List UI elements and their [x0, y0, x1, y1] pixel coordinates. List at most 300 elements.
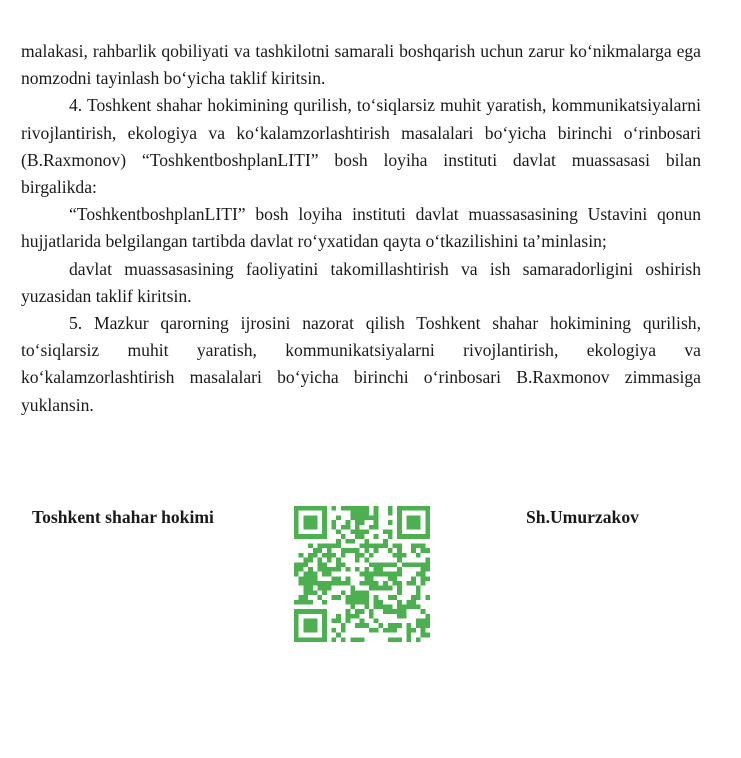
- qr-module: [322, 614, 327, 619]
- qr-module: [341, 562, 346, 567]
- qr-module: [303, 506, 308, 511]
- qr-module: [407, 562, 412, 567]
- qr-module: [303, 619, 308, 624]
- qr-module: [332, 544, 337, 549]
- qr-module: [303, 628, 308, 633]
- qr-module: [397, 544, 402, 549]
- qr-module: [388, 586, 393, 591]
- qr-module: [407, 515, 412, 520]
- qr-module: [346, 600, 351, 605]
- qr-module: [369, 581, 374, 586]
- qr-module: [355, 614, 360, 619]
- qr-module: [369, 515, 374, 520]
- qr-module: [355, 525, 360, 530]
- qr-module: [397, 558, 402, 563]
- qr-module: [388, 534, 393, 539]
- qr-module: [327, 548, 332, 553]
- qr-module: [416, 595, 421, 600]
- qr-module: [294, 614, 299, 619]
- qr-module: [308, 586, 313, 591]
- qr-module: [303, 515, 308, 520]
- qr-module: [308, 567, 313, 572]
- qr-module: [364, 548, 369, 553]
- qr-module: [383, 604, 388, 609]
- qr-module: [294, 633, 299, 638]
- qr-module: [374, 604, 379, 609]
- qr-module: [364, 576, 369, 581]
- qr-module: [341, 581, 346, 586]
- qr-module: [313, 525, 318, 530]
- qr-module: [294, 562, 299, 567]
- qr-module: [346, 581, 351, 586]
- qr-module: [303, 581, 308, 586]
- qr-module: [313, 581, 318, 586]
- qr-module: [294, 600, 299, 605]
- qr-module: [350, 595, 355, 600]
- qr-module: [388, 506, 393, 511]
- qr-module: [299, 595, 304, 600]
- qr-module: [421, 544, 426, 549]
- qr-module: [350, 529, 355, 534]
- qr-module: [374, 562, 379, 567]
- qr-module: [313, 619, 318, 624]
- qr-module: [350, 515, 355, 520]
- qr-module: [402, 506, 407, 511]
- qr-module: [294, 572, 299, 577]
- qr-module: [392, 544, 397, 549]
- qr-module: [341, 590, 346, 595]
- qr-module: [425, 623, 430, 628]
- qr-module: [383, 562, 388, 567]
- qr-module: [355, 506, 360, 511]
- qr-module: [308, 619, 313, 624]
- qr-module: [374, 548, 379, 553]
- qr-module: [332, 553, 337, 558]
- qr-module: [425, 576, 430, 581]
- qr-code-icon: [294, 506, 430, 642]
- qr-module: [374, 567, 379, 572]
- qr-module: [402, 562, 407, 567]
- qr-module: [350, 590, 355, 595]
- qr-module: [294, 534, 299, 539]
- qr-module: [336, 558, 341, 563]
- qr-module: [360, 600, 365, 605]
- qr-module: [355, 515, 360, 520]
- qr-module: [303, 586, 308, 591]
- qr-module: [407, 637, 412, 642]
- qr-module: [322, 529, 327, 534]
- qr-module: [336, 567, 341, 572]
- qr-module: [374, 586, 379, 591]
- qr-module: [416, 619, 421, 624]
- qr-module: [355, 553, 360, 558]
- qr-module: [364, 515, 369, 520]
- qr-module: [322, 567, 327, 572]
- qr-module: [299, 534, 304, 539]
- qr-module: [355, 590, 360, 595]
- qr-module: [388, 520, 393, 525]
- qr-module: [360, 553, 365, 558]
- qr-module: [313, 548, 318, 553]
- qr-module: [421, 581, 426, 586]
- qr-module: [299, 637, 304, 642]
- qr-module: [299, 553, 304, 558]
- qr-module: [322, 511, 327, 516]
- qr-module: [421, 576, 426, 581]
- qr-module: [308, 515, 313, 520]
- qr-module: [360, 534, 365, 539]
- qr-module: [374, 506, 379, 511]
- qr-module: [364, 604, 369, 609]
- qr-module: [355, 600, 360, 605]
- qr-module: [332, 628, 337, 633]
- qr-module: [397, 520, 402, 525]
- qr-module: [416, 562, 421, 567]
- qr-module: [374, 628, 379, 633]
- qr-module: [411, 576, 416, 581]
- qr-module: [350, 604, 355, 609]
- qr-module: [392, 609, 397, 614]
- qr-module: [364, 600, 369, 605]
- qr-module: [369, 525, 374, 530]
- qr-module: [360, 515, 365, 520]
- qr-module: [407, 623, 412, 628]
- qr-module: [407, 506, 412, 511]
- qr-module: [299, 567, 304, 572]
- qr-module: [317, 586, 322, 591]
- qr-module: [322, 534, 327, 539]
- qr-module: [416, 506, 421, 511]
- qr-module: [425, 529, 430, 534]
- qr-module: [350, 637, 355, 642]
- paragraph-item-5: 5. Mazkur qarorning ijrosini nazorat qilish Toshkent shahar hokimining qurilish, to‘siqlarsiz muhit yaratish, kommunikatsiyalarni rivojlantirish, ekologiya va ko‘kalamzorlashtirish masalalari bo‘yicha birinchi o‘rinbosari B.Raxmonov zimmasiga yuklansin.: [21, 313, 701, 415]
- qr-module: [378, 604, 383, 609]
- qr-module: [336, 562, 341, 567]
- qr-module: [397, 525, 402, 530]
- qr-module: [425, 567, 430, 572]
- qr-module: [407, 633, 412, 638]
- qr-module: [346, 539, 351, 544]
- qr-module: [392, 623, 397, 628]
- qr-module: [313, 520, 318, 525]
- qr-module: [322, 600, 327, 605]
- qr-module: [369, 614, 374, 619]
- qr-module: [411, 600, 416, 605]
- qr-module: [397, 604, 402, 609]
- qr-module: [388, 576, 393, 581]
- qr-module: [294, 529, 299, 534]
- qr-module: [416, 604, 421, 609]
- qr-module: [425, 511, 430, 516]
- qr-module: [383, 529, 388, 534]
- qr-module: [374, 619, 379, 624]
- qr-module: [360, 511, 365, 516]
- qr-module: [378, 562, 383, 567]
- qr-module: [341, 553, 346, 558]
- qr-module: [317, 558, 322, 563]
- qr-module: [374, 534, 379, 539]
- qr-module: [425, 534, 430, 539]
- qr-module: [397, 590, 402, 595]
- qr-module: [313, 553, 318, 558]
- qr-module: [364, 623, 369, 628]
- qr-module: [397, 511, 402, 516]
- qr-module: [355, 595, 360, 600]
- qr-module: [308, 576, 313, 581]
- qr-module: [303, 525, 308, 530]
- qr-module: [416, 520, 421, 525]
- qr-module: [360, 506, 365, 511]
- qr-module: [402, 553, 407, 558]
- qr-module: [303, 572, 308, 577]
- qr-module: [425, 525, 430, 530]
- qr-module: [397, 548, 402, 553]
- qr-module: [322, 544, 327, 549]
- qr-module: [383, 628, 388, 633]
- qr-module: [350, 548, 355, 553]
- qr-module: [355, 609, 360, 614]
- qr-module: [388, 623, 393, 628]
- qr-module: [425, 619, 430, 624]
- qr-module: [397, 567, 402, 572]
- qr-module: [332, 619, 337, 624]
- qr-module: [327, 553, 332, 558]
- qr-module: [416, 623, 421, 628]
- qr-module: [374, 595, 379, 600]
- qr-module: [421, 534, 426, 539]
- qr-module: [346, 576, 351, 581]
- signatory-name: Sh.Umurzakov: [526, 507, 639, 527]
- qr-module: [378, 600, 383, 605]
- qr-module: [313, 628, 318, 633]
- qr-module: [322, 633, 327, 638]
- qr-module: [346, 609, 351, 614]
- qr-module: [303, 562, 308, 567]
- qr-module: [308, 581, 313, 586]
- qr-module: [322, 572, 327, 577]
- qr-module: [313, 515, 318, 520]
- qr-module: [299, 609, 304, 614]
- qr-module: [397, 553, 402, 558]
- qr-module: [346, 614, 351, 619]
- qr-module: [322, 515, 327, 520]
- qr-module: [355, 520, 360, 525]
- qr-module: [421, 548, 426, 553]
- qr-module: [341, 525, 346, 530]
- qr-module: [360, 544, 365, 549]
- qr-module: [374, 600, 379, 605]
- qr-module: [308, 553, 313, 558]
- qr-module: [294, 520, 299, 525]
- qr-module: [350, 539, 355, 544]
- qr-module: [425, 614, 430, 619]
- qr-module: [317, 534, 322, 539]
- qr-module: [392, 637, 397, 642]
- qr-module: [303, 590, 308, 595]
- qr-module: [313, 534, 318, 539]
- qr-module: [416, 525, 421, 530]
- qr-module: [294, 511, 299, 516]
- qr-module: [313, 590, 318, 595]
- qr-module: [322, 562, 327, 567]
- qr-module: [327, 581, 332, 586]
- qr-module: [388, 572, 393, 577]
- qr-module: [294, 567, 299, 572]
- qr-module: [364, 529, 369, 534]
- qr-module: [360, 572, 365, 577]
- qr-module: [336, 515, 341, 520]
- qr-module: [388, 604, 393, 609]
- qr-module: [332, 525, 337, 530]
- qr-module: [388, 511, 393, 516]
- qr-module: [299, 562, 304, 567]
- qr-module: [421, 628, 426, 633]
- qr-module: [397, 572, 402, 577]
- qr-module: [355, 534, 360, 539]
- qr-module: [317, 637, 322, 642]
- qr-module: [411, 544, 416, 549]
- qr-module: [322, 553, 327, 558]
- paragraph-continuation: malakasi, rahbarlik qobiliyati va tashkilotni samarali boshqarish uchun zarur ko‘nikmalarga ega nomzodni tayinlash bo‘yicha taklif kiritsin.: [21, 41, 701, 89]
- qr-module: [421, 633, 426, 638]
- qr-module: [392, 562, 397, 567]
- qr-module: [294, 506, 299, 511]
- qr-module: [346, 619, 351, 624]
- qr-module: [322, 623, 327, 628]
- qr-module: [303, 609, 308, 614]
- qr-module: [383, 581, 388, 586]
- qr-module: [294, 525, 299, 530]
- qr-module: [369, 553, 374, 558]
- qr-module: [313, 623, 318, 628]
- qr-module: [402, 609, 407, 614]
- qr-module: [425, 515, 430, 520]
- qr-module: [322, 619, 327, 624]
- qr-module: [322, 637, 327, 642]
- qr-module: [350, 600, 355, 605]
- qr-module: [336, 619, 341, 624]
- qr-module: [378, 567, 383, 572]
- qr-module: [397, 586, 402, 591]
- qr-module: [341, 534, 346, 539]
- qr-module: [341, 628, 346, 633]
- qr-module: [425, 548, 430, 553]
- qr-module: [374, 511, 379, 516]
- qr-module: [392, 553, 397, 558]
- qr-module: [369, 586, 374, 591]
- qr-module: [322, 628, 327, 633]
- qr-module: [308, 637, 313, 642]
- paragraph-proposal: davlat muassasasining faoliyatini takomillashtirish va ish samaradorligini oshirish yuzasidan taklif kiritsin.: [21, 258, 701, 306]
- qr-module: [313, 572, 318, 577]
- qr-module: [308, 525, 313, 530]
- qr-module: [388, 637, 393, 642]
- qr-module: [322, 506, 327, 511]
- qr-module: [346, 567, 351, 572]
- qr-module: [407, 534, 412, 539]
- qr-module: [294, 619, 299, 624]
- qr-module: [346, 595, 351, 600]
- qr-module: [421, 506, 426, 511]
- qr-module: [421, 609, 426, 614]
- qr-module: [388, 609, 393, 614]
- signatory-title: Toshkent shahar hokimi: [32, 507, 214, 527]
- qr-module: [317, 581, 322, 586]
- qr-module: [411, 595, 416, 600]
- qr-module: [383, 586, 388, 591]
- qr-module: [407, 520, 412, 525]
- qr-module: [411, 548, 416, 553]
- qr-module: [332, 576, 337, 581]
- qr-module: [313, 576, 318, 581]
- qr-module: [322, 590, 327, 595]
- qr-module: [294, 623, 299, 628]
- qr-module: [407, 604, 412, 609]
- qr-module: [317, 609, 322, 614]
- qr-module: [425, 558, 430, 563]
- qr-module: [397, 581, 402, 586]
- qr-module: [411, 581, 416, 586]
- qr-module: [364, 558, 369, 563]
- qr-module: [421, 567, 426, 572]
- qr-module: [303, 595, 308, 600]
- qr-module: [350, 511, 355, 516]
- qr-module: [308, 544, 313, 549]
- qr-module: [308, 534, 313, 539]
- qr-module: [332, 595, 337, 600]
- qr-module: [397, 529, 402, 534]
- qr-module: [350, 586, 355, 591]
- qr-module: [350, 614, 355, 619]
- qr-module: [416, 553, 421, 558]
- qr-module: [421, 623, 426, 628]
- qr-module: [416, 572, 421, 577]
- document-body: [21, 38, 701, 419]
- qr-module: [383, 572, 388, 577]
- qr-module: [397, 506, 402, 511]
- qr-module: [308, 572, 313, 577]
- qr-module: [341, 637, 346, 642]
- qr-module: [378, 572, 383, 577]
- qr-module: [397, 534, 402, 539]
- qr-module: [374, 581, 379, 586]
- qr-module: [308, 628, 313, 633]
- qr-module: [411, 628, 416, 633]
- qr-module: [369, 562, 374, 567]
- qr-module: [411, 515, 416, 520]
- qr-module: [364, 595, 369, 600]
- qr-module: [327, 558, 332, 563]
- qr-module: [327, 567, 332, 572]
- qr-module: [416, 637, 421, 642]
- qr-module: [332, 637, 337, 642]
- qr-module: [355, 529, 360, 534]
- qr-module: [374, 515, 379, 520]
- qr-module: [317, 562, 322, 567]
- qr-module: [299, 581, 304, 586]
- qr-module: [383, 539, 388, 544]
- qr-module: [299, 506, 304, 511]
- qr-module: [332, 506, 337, 511]
- qr-module: [392, 576, 397, 581]
- qr-module: [378, 544, 383, 549]
- qr-module: [369, 576, 374, 581]
- qr-module: [360, 623, 365, 628]
- qr-module: [364, 506, 369, 511]
- qr-module: [397, 600, 402, 605]
- qr-module: [383, 609, 388, 614]
- qr-module: [407, 525, 412, 530]
